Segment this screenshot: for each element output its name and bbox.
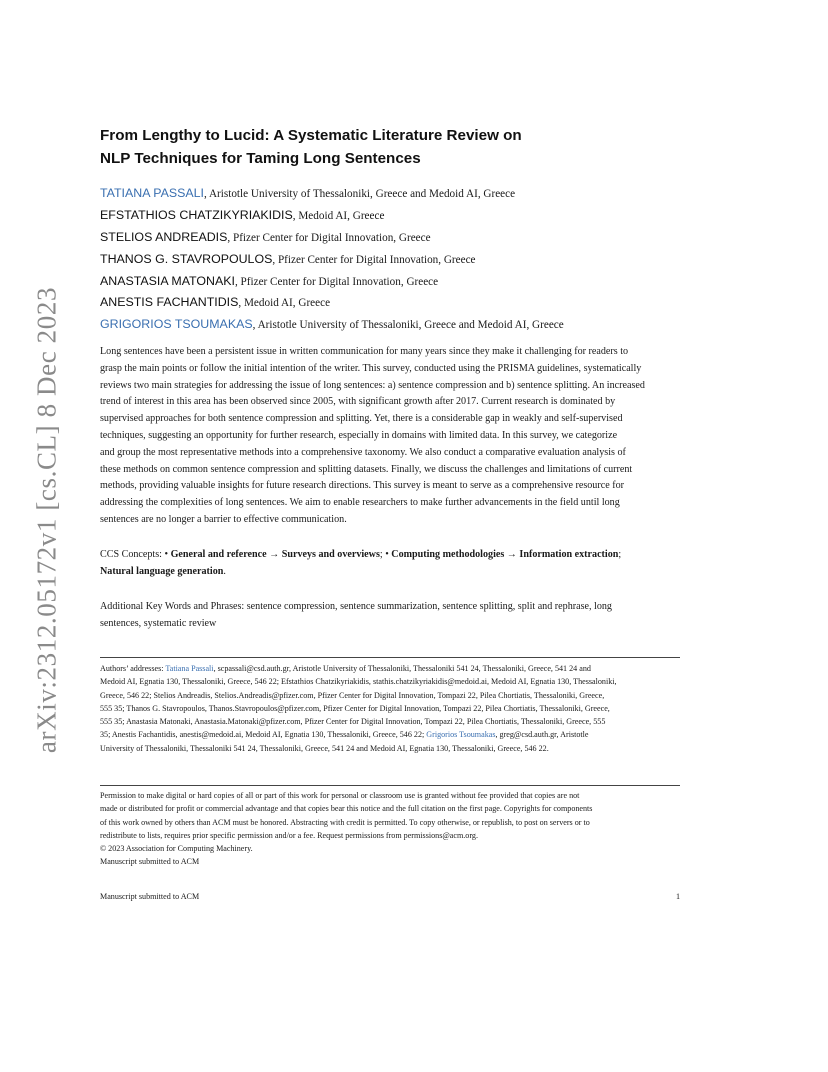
address-text: , greg@csd.auth.gr, Aristotle: [495, 730, 589, 740]
address-line: 555 35; Thanos G. Stavropoulos, Thanos.Stavropoulos@pfizer.com, Pfizer Center for Digital Innovation, Tompazi 22, Pilea Chortiatis, Thessaloniki, Greece,: [100, 703, 610, 713]
author-name: EFSTATHIOS CHATZIKYRIAKIDIS: [100, 207, 293, 222]
abstract-line: and group the most representative methods into a comprehensive taxonomy. We also conduct a comparative evaluation analysis of: [100, 446, 626, 458]
author-entry: [100, 291, 740, 313]
author-list: [100, 182, 740, 335]
abstract-line: Long sentences have been a persistent issue in written communication for many years since they make it challenging for readers to: [100, 346, 629, 357]
address-text: Authors’ addresses:: [100, 664, 166, 673]
paper-title: [100, 124, 700, 170]
address-text: , scpassali@csd.auth.gr, Aristotle University of Thessaloniki, Thessaloniki 541 24, Thessaloniki, Greece, 541 24 and: [213, 664, 591, 673]
title-line: From Lengthy to Lucid: A Systematic Literature Review on: [100, 127, 522, 144]
manuscript-note: Manuscript submitted to ACM: [100, 857, 200, 867]
abstract-line: techniques, suggesting an opportunity for further research, especially in domains with limited data. In this survey, we categorize: [100, 429, 618, 441]
address-line: Medoid AI, Egnatia 130, Thessaloniki, Greece, 546 22; Efstathios Chatzikyriakidis, stathis.chatzikyriakidis@medoid.ai, Medoid AI, Egnatia 130, Thessaloniki,: [100, 677, 617, 687]
ccs-prefix: CCS Concepts: •: [100, 549, 171, 560]
ccs-item: General and reference → Surveys and overviews: [170, 549, 380, 560]
ccs-separator: ; •: [379, 549, 392, 560]
permission-line: of this work owned by others than ACM must be honored. Abstracting with credit is permitted. To copy otherwise, or republish, to post on servers or to: [100, 817, 590, 827]
keywords-line: Additional Key Words and Phrases: sentence compression, sentence summarization, sentence splitting, split and rephrase, long: [100, 601, 612, 612]
permission-line: made or distributed for profit or commercial advantage and that copies bear this notice and the full citation on the first page. Copyrights for components: [100, 804, 593, 814]
author-affiliation: , Pfizer Center for Digital Innovation, Greece: [227, 231, 431, 244]
abstract-line: sentences are no longer a barrier to effective communication.: [100, 513, 347, 525]
abstract: [100, 344, 680, 529]
author-name: THANOS G. STAVROPOULOS: [100, 251, 273, 266]
address-text: 35; Anestis Fachantidis, anestis@medoid.ai, Medoid AI, Egnatia 130, Thessaloniki, Greece, 546 22;: [100, 730, 427, 740]
abstract-line: supervised approaches for both sentence compression and splitting. Yet, there is a considerable gap in weakly and self-supervised: [100, 413, 623, 425]
author-affiliation: , Pfizer Center for Digital Innovation, Greece: [272, 253, 476, 266]
author-entry: [100, 226, 740, 248]
address-line: Greece, 546 22; Stelios Andreadis, Stelios.Andreadis@pfizer.com, Pfizer Center for Digital Innovation, Tompazi 22, Pilea Chortiatis, Thessaloniki, Greece,: [100, 690, 605, 700]
footer-manuscript: Manuscript submitted to ACM: [100, 892, 200, 901]
author-affiliation: , Medoid AI, Greece: [292, 209, 385, 222]
author-name: ANESTIS FACHANTIDIS: [100, 295, 239, 310]
abstract-line: methods, providing valuable insights for future research directions. This survey is meant to serve as a comprehensive resource for: [100, 480, 624, 492]
abstract-line: addressing the complexities of long sentences. We aim to enable researchers to make further advancements in the field until long: [100, 497, 620, 509]
author-affiliation: , Pfizer Center for Digital Innovation, Greece: [234, 275, 439, 288]
section-divider: [100, 785, 680, 786]
arxiv-identifier: arXiv:2312.05172v1 [cs.CL] 8 Dec 2023: [31, 286, 62, 754]
abstract-line: these methods on common sentence compression and splitting datasets. Finally, we discuss the challenges and limitations of current: [100, 463, 633, 475]
author-affiliation: , Aristotle University of Thessaloniki, Greece and Medoid AI, Greece: [203, 188, 516, 200]
author-name: STELIOS ANDREADIS: [100, 229, 228, 244]
abstract-line: reviews two main strategies for addressing the issue of long sentences: a) sentence compression and b) sentence splitting. An increased: [100, 379, 645, 391]
author-addresses: [100, 662, 680, 755]
address-line: University of Thessaloniki, Thessaloniki 541 24, Thessaloniki, Greece, 541 24 and Medoid AI, Egnatia 130, Thessaloniki, Greece, 546 22.: [100, 743, 549, 753]
author-entry: [100, 270, 740, 292]
author-affiliation: , Medoid AI, Greece: [238, 297, 331, 310]
author-name-link[interactable]: TATIANA PASSALI: [100, 186, 204, 200]
ccs-concepts: CCS Concepts: • General and reference → Surveys and overviews; • Computing methodologies → Information extraction; Natural language generation.: [100, 549, 622, 577]
abstract-line: trend of interest in this area has been observed since 2005, with significant growth after 2017. Current research is dominated by: [100, 396, 616, 408]
author-entry: [100, 182, 740, 204]
title-line: NLP Techniques for Taming Long Sentences: [100, 150, 421, 167]
ccs-item: Computing methodologies → Information extraction: [391, 549, 619, 560]
permission-notice: [100, 789, 680, 869]
permission-line: redistribute to lists, requires prior specific permission and/or a fee. Request permissions from permissions@acm.org.: [100, 830, 478, 840]
author-entry: [100, 204, 740, 226]
author-affiliation: , Aristotle University of Thessaloniki, Greece and Medoid AI, Greece: [252, 319, 564, 332]
author-entry: [100, 248, 740, 270]
author-address-link[interactable]: Grigorios Tsoumakas: [426, 730, 496, 740]
ccs-item: Natural language generation: [100, 566, 224, 577]
keywords: [100, 598, 680, 632]
author-name: ANASTASIA MATONAKI: [100, 273, 235, 288]
keywords-line: sentences, systematic review: [100, 618, 217, 629]
section-divider: [100, 657, 680, 658]
copyright-line: © 2023 Association for Computing Machinery.: [100, 844, 253, 854]
author-address-link[interactable]: Tatiana Passali: [165, 664, 214, 673]
author-name-link[interactable]: GRIGORIOS TSOUMAKAS: [100, 317, 253, 332]
author-entry: [100, 313, 740, 335]
address-line: 555 35; Anastasia Matonaki, Anastasia.Matonaki@pfizer.com, Pfizer Center for Digital Innovation, Tompazi 22, Pilea Chortiatis, Thessaloniki, Greece, 555: [100, 717, 606, 727]
page-number: 1: [675, 892, 680, 901]
abstract-line: grasp the main points or follow the initial intention of the writer. This survey, conducted using the PRISMA guidelines, systematically: [100, 362, 642, 374]
permission-line: Permission to make digital or hard copies of all or part of this work for personal or classroom use is granted without fee provided that copies are not: [100, 791, 580, 800]
ccs-end: .: [223, 566, 226, 577]
